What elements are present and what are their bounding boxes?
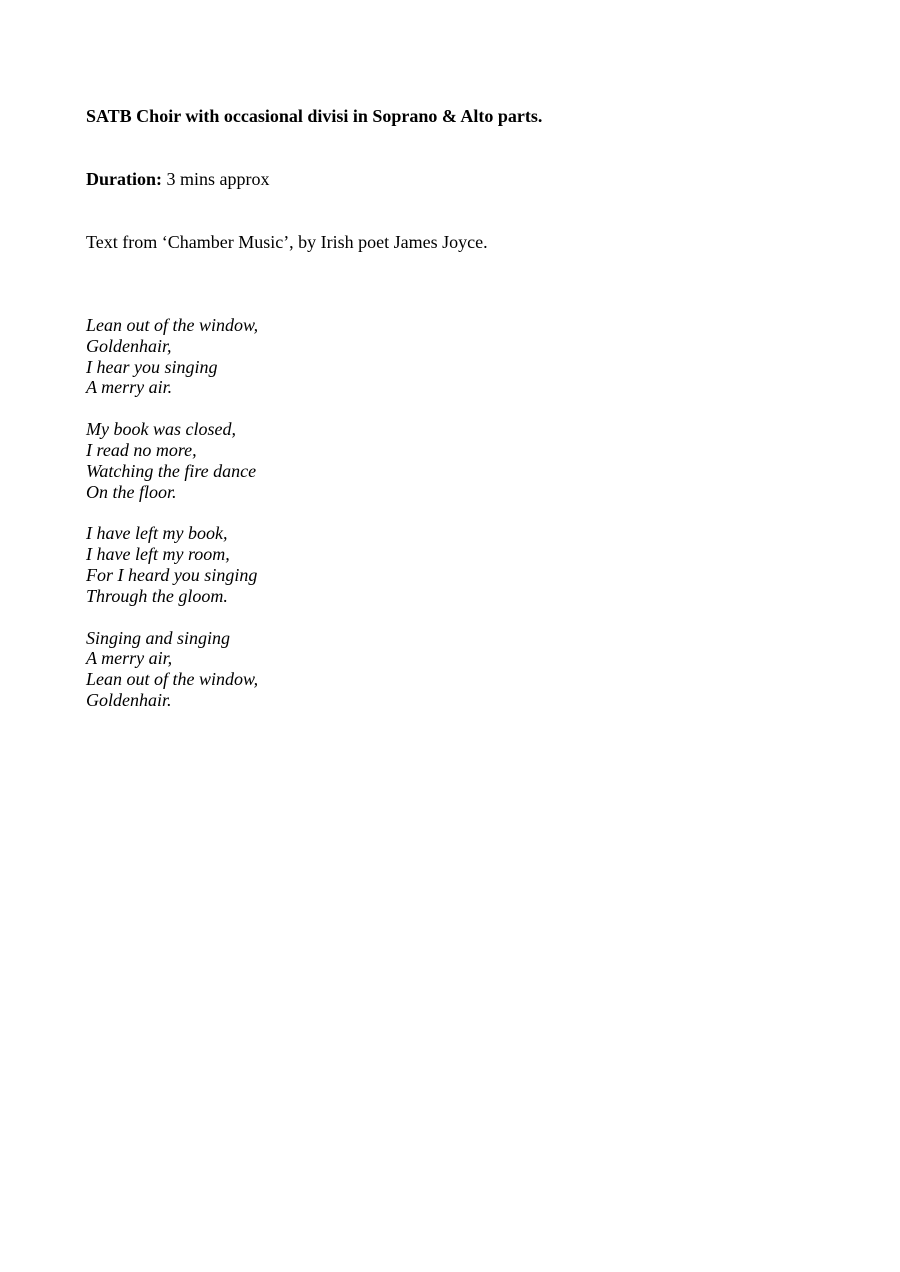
poem-line: I have left my room,: [86, 544, 230, 565]
poem-line: My book was closed,: [86, 419, 236, 440]
poem-line: Through the gloom.: [86, 585, 228, 606]
poem-stanza-2: [86, 419, 258, 502]
poem-line: For I heard you singing: [86, 564, 258, 585]
duration-line: [86, 169, 270, 190]
poem-line: Singing and singing: [86, 627, 231, 648]
poem-line: On the floor.: [86, 481, 177, 502]
poem-line: I have left my book,: [86, 523, 228, 544]
poem-line: Goldenhair,: [86, 335, 172, 356]
poem-line: Lean out of the window,: [86, 669, 259, 690]
poem-stanza-4: [86, 628, 258, 711]
ensemble-heading: SATB Choir with occasional divisi in Soprano & Alto parts.: [86, 106, 543, 126]
poem: [86, 315, 258, 732]
duration-label: Duration:: [86, 169, 162, 189]
poem-line: I read no more,: [86, 439, 197, 460]
poem-line: A merry air.: [86, 377, 173, 398]
poem-line: Lean out of the window,: [86, 315, 259, 335]
duration-value: 3 mins approx: [162, 169, 270, 189]
poem-line: I hear you singing: [86, 356, 218, 377]
text-source-line: Text from ‘Chamber Music’, by Irish poet James Joyce.: [86, 232, 488, 252]
poem-line: A merry air,: [86, 648, 173, 669]
poem-line: Goldenhair.: [86, 689, 172, 710]
poem-line: Watching the fire dance: [86, 460, 257, 481]
poem-stanza-3: [86, 523, 258, 606]
poem-stanza-1: [86, 315, 258, 398]
